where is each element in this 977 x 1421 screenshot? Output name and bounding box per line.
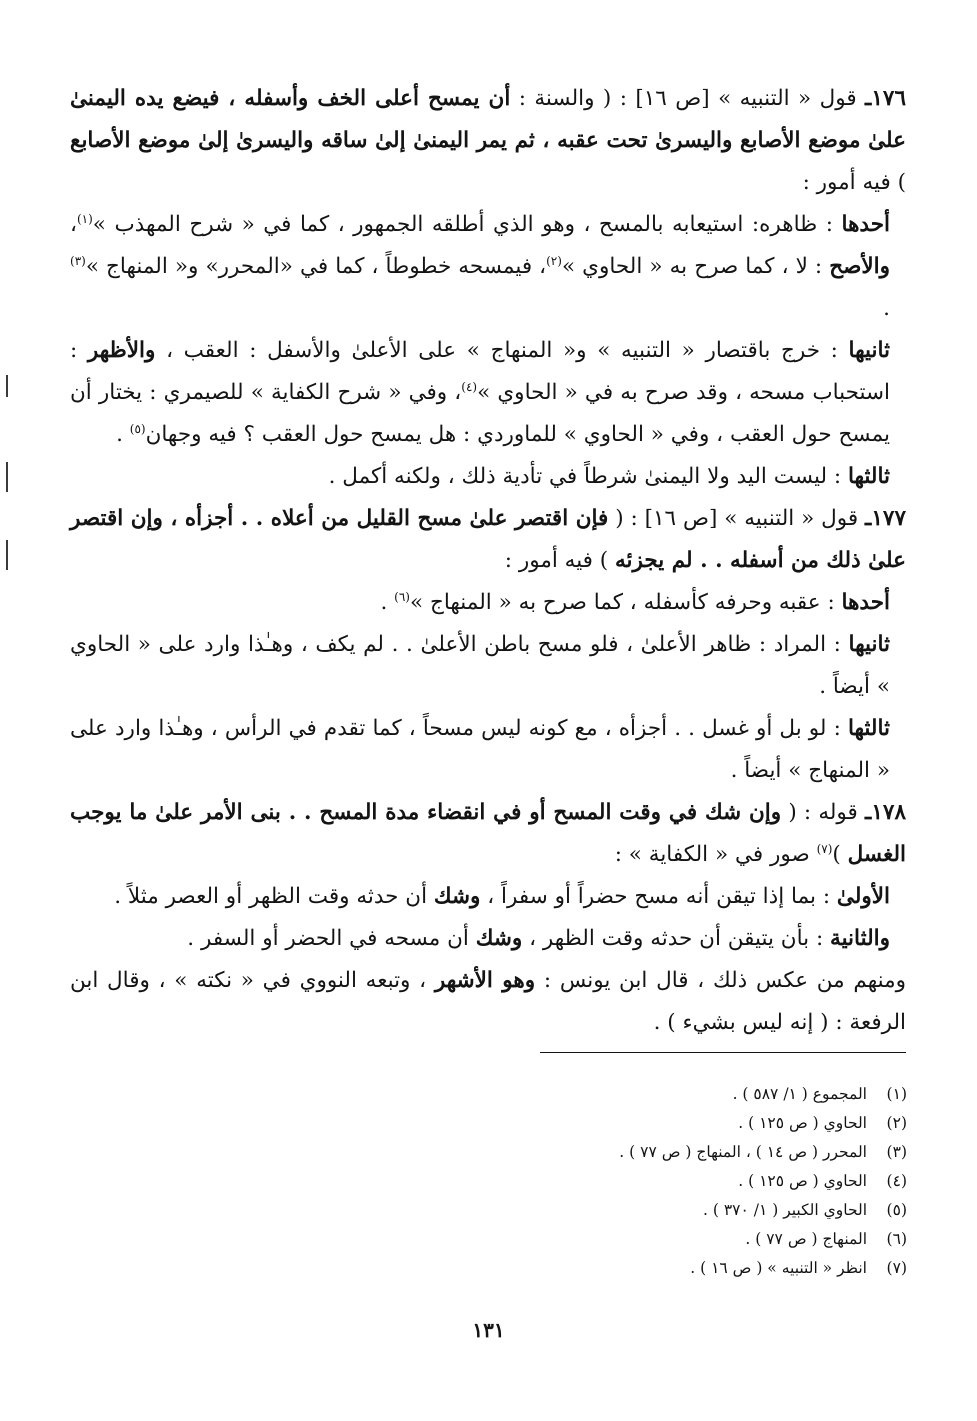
point-text: : ليست اليد ولا اليمنىٰ شرطاً في تأدية ذلك ، ولكنه أكمل . [328,464,848,489]
point-text: . [116,422,130,447]
point-lead: ثانيها [848,338,891,363]
point-text: ، فيمسحه خطوطاً ، كما في «المحرر» و« المنهاج » [85,254,547,279]
footnote-number: (٣) [886,1143,907,1161]
quoted-text: أن يمسح أعلى الخف وأسفله ، فيضع يده اليمنىٰ علىٰ موضع الأصابع واليسرىٰ تحت عقبه ، ثم يمر اليمنىٰ إلىٰ ساقه واليسرىٰ إلىٰ موضع الأصابع [70,86,906,153]
paragraph-177 [70,498,906,582]
footnote [71,1109,907,1138]
point-text: ، [70,212,77,237]
point-lead: والأصح [829,254,890,279]
footnote [71,1196,907,1225]
footnote [71,1254,907,1283]
footnote-number: (٦) [886,1230,907,1248]
footnote-text: الحاوي الكبير ( ١/ ٣٧٠ ) . [703,1201,867,1219]
point-text: . [883,296,890,321]
footnote-text: المحرر ( ص ١٤ ) ، المنهاج ( ص ٧٧ ) . [619,1143,867,1161]
footnote-text: المجموع ( ١/ ٥٨٧ ) . [732,1085,867,1103]
point-text: : عقبه وحرفه كأسفله ، كما صرح به « المنهاج » [409,590,842,615]
point-lead: وشك [475,926,523,951]
point-text: أن حدثه وقت الظهر أو العصر مثلاً . [114,884,434,909]
page-number: ١٣١ [472,1318,505,1342]
point-lead: وشك [433,884,481,909]
footnote-number: (٥) [886,1201,907,1219]
quoted-text: وإن شك في وقت المسح أو في انقضاء مدة المسح . . بنى الأمر علىٰ ما يوجب الغسل [70,800,906,867]
margin-mark-3 [6,540,8,570]
point-lead: الأولىٰ [836,884,890,909]
point-lead: أحدها [841,590,890,615]
paragraph-176 [70,78,906,204]
footnote-ref-5: (٥) [129,421,146,436]
footnote [71,1080,907,1109]
intro-tail: ) [832,842,848,867]
footnote-number: (٧) [886,1259,907,1277]
paragraph-177-third [70,708,906,792]
footnote-ref-6: (٦) [394,589,410,604]
footnote [71,1225,907,1254]
point-lead: أحدها [841,212,890,237]
paragraph-177-second [70,624,906,708]
main-text [70,78,906,1044]
footnote-text: الحاوي ( ص ١٢٥ ) . [738,1114,867,1132]
footnote-ref-7: (٧) [816,841,833,856]
footnote-number: (١) [886,1085,907,1103]
point-text: : لا ، كما صرح به « الحاوي » [561,254,830,279]
footnote-text: الحاوي ( ص ١٢٥ ) . [738,1172,867,1190]
intro-text: قول « التنبيه » [ص ١٦] : ( والسنة : [510,86,866,111]
margin-mark-1 [6,375,8,397]
paragraph-178 [70,792,906,876]
paragraph-176-third [70,456,906,498]
footnote-ref-3: (٣) [70,253,86,268]
point-text: ومنهم من عكس ذلك ، قال ابن يونس : [535,968,907,993]
point-text: : بما إذا تيقن أنه مسح حضراً أو سفراً ، [480,884,837,909]
footnote-separator [540,1052,906,1053]
intro-text: قول « التنبيه » [ص ١٦] : ( [608,506,866,531]
paragraph-178-third [70,960,906,1044]
item-number: ١٧٨ـ [865,800,906,825]
point-text: : المراد : ظاهر الأعلىٰ ، فلو مسح باطن الأعلىٰ . . لم يكف ، وهـٰذا وارد على « الحاوي » أيضاً . [70,632,890,699]
point-text: : ظاهره: استيعابه بالمسح ، وهو الذي أطلقه الجمهور ، كما في « شرح المهذب » [92,212,842,237]
point-text: : لو بل أو غسل . . أجزأه ، مع كونه ليس مسحاً ، كما تقدم في الرأس ، وهـٰذا وارد على « المنهاج » أيضاً . [70,716,890,783]
point-text: : استحباب مسحه ، وقد صرح به في « الحاوي » [70,338,890,405]
footnote-ref-1: (١) [76,211,93,226]
point-lead: ثالثها [847,464,890,489]
footnote-number: (٤) [886,1172,907,1190]
paragraph-176-first [70,204,906,330]
paragraph-178-first [70,876,906,918]
point-text: ، وتبعه النووي في « نكته » ، وقال ابن الرفعة : ( إنه ليس بشيء ) . [70,968,906,1035]
point-text: : خرج باقتصار « التنبيه » و« المنهاج » على الأعلىٰ والأسفل : العقب ، [155,338,849,363]
point-text: أن مسحه في الحضر أو السفر . [187,926,476,951]
item-number: ١٧٦ـ [865,86,906,111]
footnote-ref-2: (٢) [546,253,562,268]
footnote-number: (٢) [886,1114,907,1132]
point-text: ، وفي « شرح الكفاية » للصيمري : يختار أن يمسح حول العقب ، وفي « الحاوي » للماوردي : هل يمسح حول العقب ؟ فيه وجهان [70,380,890,447]
point-lead: ثانيها [848,632,890,657]
intro-tail: صور في « الكفاية » : [614,842,817,867]
margin-mark-2 [6,462,8,492]
paragraph-177-first [70,582,906,624]
item-number: ١٧٧ـ [865,506,907,531]
footnote-ref-4: (٤) [461,379,478,394]
quoted-text: فإن اقتصر علىٰ مسح القليل من أعلاه . . أجزأه ، وإن اقتصر علىٰ ذلك من أسفله . . لم يجزئه [70,506,906,573]
intro-tail: ) فيه أمور : [504,548,616,573]
footnote [71,1138,907,1167]
footnote-text: انظر « التنبيه » ( ص ١٦ ) . [690,1259,867,1277]
footnote-text: المنهاج ( ص ٧٧ ) . [745,1230,867,1248]
footnotes [71,1080,907,1283]
paragraph-178-second [70,918,906,960]
intro-text: قوله : ( [781,800,866,825]
point-lead: والأظهر [87,338,156,363]
point-lead: والثانية [830,926,890,951]
point-text: : بأن يتيقن أن حدثه وقت الظهر ، [522,926,831,951]
point-text: . [380,590,395,615]
point-lead: وهو الأشهر [434,968,536,993]
point-lead: ثالثها [847,716,890,741]
intro-tail: ) فيه أمور : [802,170,906,195]
footnote [71,1167,907,1196]
paragraph-176-second [70,330,906,456]
